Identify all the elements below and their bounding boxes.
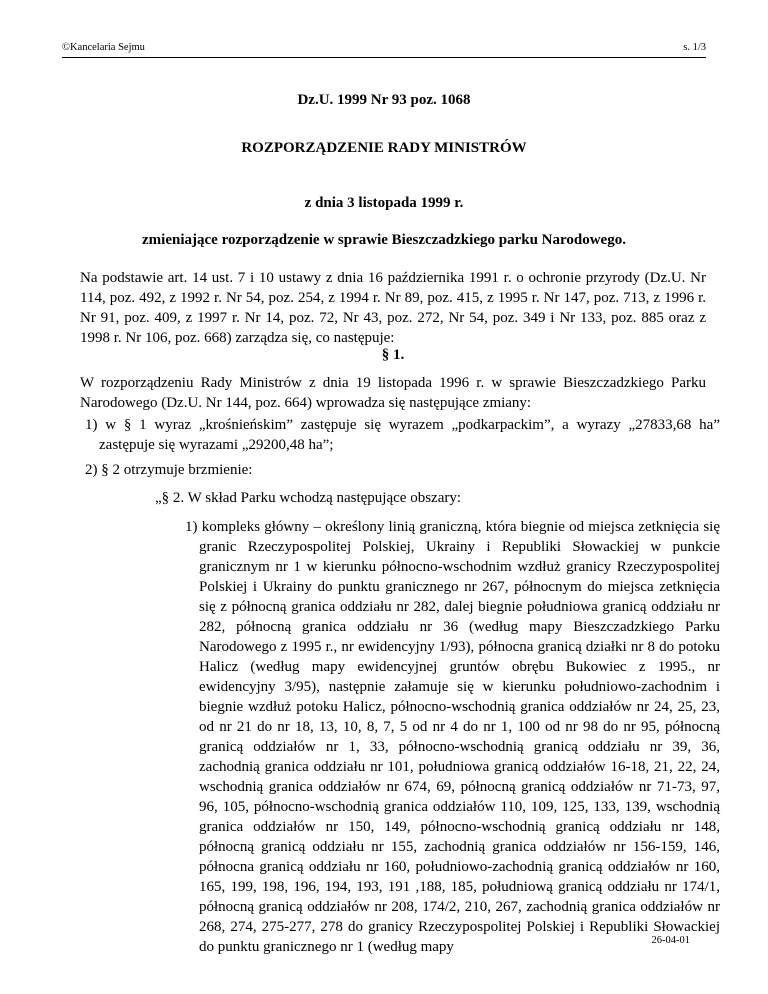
document-date: z dnia 3 listopada 1999 r. bbox=[304, 195, 464, 211]
header-page-number: s. 1/3 bbox=[683, 42, 706, 53]
header-divider bbox=[62, 57, 706, 58]
quoted-point-1: 1) kompleks główny – określony linią graniczną, która biegnie od miejsca zetknięcia się granic Rzeczypospolitej Polskiej, Ukrainy i Republiki Słowackiej w punkcie granicznym nr 1 w kierunku północno-wschodnim wzdłuż granicy Rzeczypospolitej Polskiej i Ukrainy do punktu granicznego nr 267, północnym do miejsca zetknięcia się z północną granica oddziału nr 282, dalej biegnie południowa granicą oddziału nr 282, północną granica oddziału nr 36 (według mapy Bieszczadzkiego Parku Narodowego z 1995 r., nr ewidencyjny 1/93), północna granicą działki nr 8 do potoku Halicz (według mapy ewidencyjnej gruntów obrębu Bukowiec z 1995., nr ewidencyjny 3/95), następnie załamuje się w kierunku południowo-zachodnim i biegnie wzdłuż potoku Halicz, północno-wschodnią granica oddziałów nr 24, 25, 23, od nr 21 do nr 18, 13, 10, 8, 7, 5 od nr 4 do nr 1, 100 od nr 98 do nr 95, północną granicą oddziałów nr 1, 33, północno-wschodnią granicą oddziału nr 39, 36, zachodnią granica oddziału nr 101, południowa granicą oddziałów 16-18, 21, 22, 24, wschodnią granica oddziałów nr 674, 69, północną granicą oddziałów nr 71-73, 97, 96, 105, północno-wschodnią granica oddziałów 110, 109, 125, 133, 139, wschodnią granica oddziałów nr 150, 149, północno-wschodnią granicą oddziału nr 148, północną granicą oddziału nr 155, zachodnią granica oddziałów nr 156-159, 146, północna granicą oddziału nr 160, południowo-zachodnią granicą oddziałów nr 160, 165, 199, 198, 196, 194, 193, 191 ,188, 185, południową granicą oddziału nr 174/1, północną granicą oddziałów nr 208, 174/2, 210, 267, zachodnią granica oddziałów nr 268, 274, 275-277, 278 do granicy Rzeczypospolitej Polskiej i Republiki Słowackiej do punktu granicznego nr 1 (według mapy bbox=[185, 519, 720, 955]
section-1-heading: § 1. bbox=[381, 347, 405, 363]
preamble: Na podstawie art. 14 ust. 7 i 10 ustawy z dnia 16 października 1991 r. o ochronie przyrody (Dz.U. Nr 114, poz. 492, z 1992 r. Nr 54, poz. 254, z 1994 r. Nr 89, poz. 415, z 1995 r. Nr 147, poz. 713, z 1996 r. Nr 91, poz. 409, z 1997 r. Nr 14, poz. 72, Nr 43, poz. 272, Nr 54, poz. 349 i Nr 133, poz. 885 oraz z 1998 r. Nr 106, poz. 668) zarządza się, co następuje: bbox=[80, 270, 706, 346]
document-reference: Dz.U. 1999 Nr 93 poz. 1068 bbox=[297, 92, 471, 108]
document-subject: zmieniające rozporządzenie w sprawie Bieszczadzkiego parku Narodowego. bbox=[142, 232, 626, 248]
section-1-intro: W rozporządzeniu Rady Ministrów z dnia 19 listopada 1996 r. w sprawie Bieszczadzkiego Parku Narodowego (Dz.U. Nr 144, poz. 664) wprowadza się następujące zmiany: bbox=[80, 375, 706, 411]
change-item-1: 1) w § 1 wyraz „krośnieńskim” zastępuje się wyrazem „podkarpackim”, a wyrazy „27833,68 ha” zastępuje się wyrazami „29200,48 ha”; bbox=[85, 417, 720, 453]
quoted-section-intro: „§ 2. W skład Parku wchodzą następujące obszary: bbox=[155, 490, 462, 506]
header-publisher: ©Kancelaria Sejmu bbox=[62, 42, 145, 53]
document-title: ROZPORZĄDZENIE RADY MINISTRÓW bbox=[241, 140, 527, 156]
change-item-2: 2) § 2 otrzymuje brzmienie: bbox=[85, 462, 253, 478]
footer-date: 26-04-01 bbox=[651, 935, 690, 946]
